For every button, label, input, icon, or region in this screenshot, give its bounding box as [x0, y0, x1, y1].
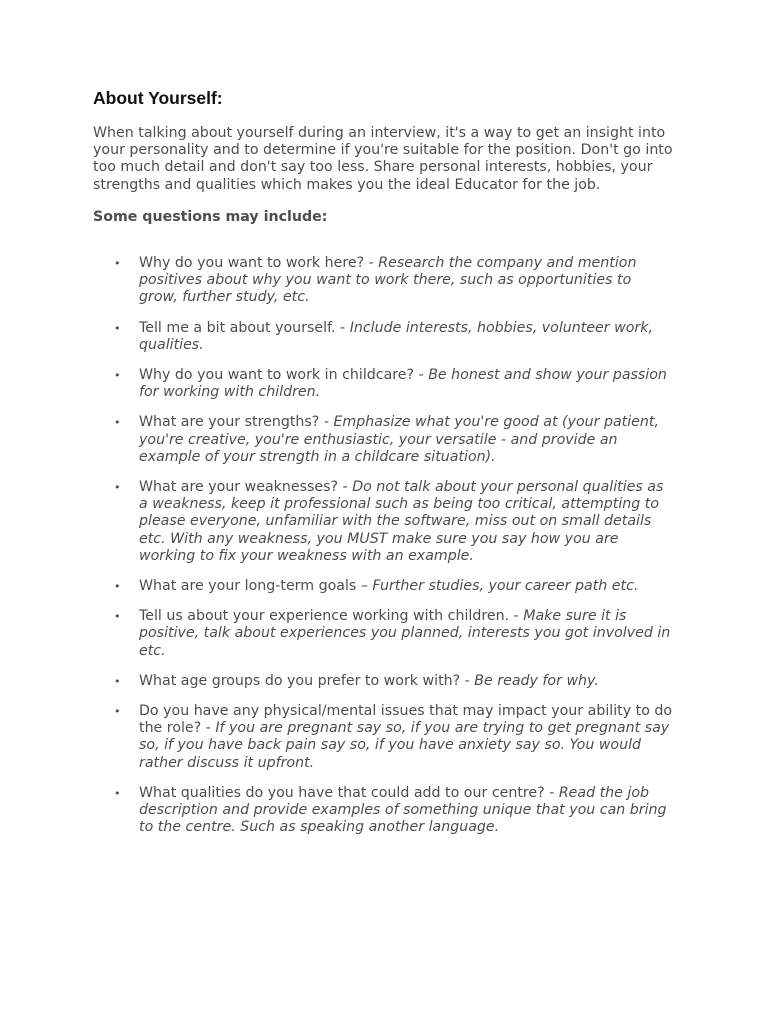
list-item [93, 785, 673, 837]
bullet-icon: • [114, 580, 121, 594]
answer-text: Read the job description and provide examples of something unique that you can bring to the centre. Such as speaking another language. [139, 784, 667, 836]
list-item [93, 479, 673, 565]
question-text: Do you have any physical/mental issues that may impact your ability to do the role? - [139, 703, 673, 737]
question-text: What age groups do you prefer to work with? - [139, 672, 475, 689]
question-text: Why do you want to work here? - [139, 255, 379, 272]
answer-text: Further studies, your career path etc. [372, 578, 639, 595]
document-page [93, 86, 673, 850]
list-item [93, 255, 673, 307]
bullet-icon: • [114, 321, 121, 335]
answer-text: Do not talk about your personal qualities as a weakness, keep it professional such as being too critical, attempting to please everyone, unfamiliar with the software, miss out on small details etc. With any weakness, you MUST make sure you say how you are working to fix your weakness with an example. [139, 479, 664, 564]
question-text: Tell me a bit about yourself. - [139, 319, 350, 336]
answer-text: Be honest and show your passion for working with children. [139, 367, 667, 401]
list-item [93, 608, 673, 660]
questions-subheading: Some questions may include: [93, 208, 328, 225]
questions-list [93, 255, 673, 836]
list-item [93, 703, 673, 772]
bullet-icon: • [114, 705, 121, 719]
intro-paragraph: When talking about yourself during an interview, it's a way to get an insight into your personality and to determine if you're suitable for the position. Don't go into too much detail and don't say too less. Share personal interests, hobbies, your strengths and qualities which makes you the ideal Educator for the job. [93, 125, 673, 193]
bullet-icon: • [114, 257, 121, 271]
bullet-icon: • [114, 674, 121, 688]
question-text: What qualities do you have that could add to our centre? - [139, 784, 559, 801]
question-text: Why do you want to work in childcare? - [139, 367, 429, 384]
list-item [93, 673, 673, 690]
list-item [93, 414, 673, 466]
page-title: About Yourself: [93, 88, 223, 108]
answer-text: If you are pregnant say so, if you are trying to get pregnant say so, if you have back pain say so, if you have anxiety say so. You would rather discuss it upfront. [139, 720, 670, 771]
list-item [93, 367, 673, 401]
answer-text: Make sure it is positive, talk about experiences you planned, interests you got involved in etc. [139, 608, 671, 659]
question-text: What are your weaknesses? - [139, 479, 353, 496]
answer-text: Emphasize what you're good at (your patient, you're creative, you're enthusiastic, your versatile - and provide an example of your strength in a childcare situation). [139, 414, 659, 465]
bullet-icon: • [114, 369, 121, 383]
question-text: What are your strengths? - [139, 414, 334, 431]
list-item [93, 320, 673, 354]
question-text: What are your long-term goals – [139, 578, 373, 595]
bullet-icon: • [114, 481, 121, 495]
bullet-icon: • [114, 416, 121, 430]
list-item [93, 578, 673, 595]
answer-text: Research the company and mention positives about why you want to work there, such as opportunities to grow, further study, etc. [139, 255, 637, 306]
answer-text: Include interests, hobbies, volunteer work, qualities. [139, 319, 653, 353]
bullet-icon: • [114, 786, 121, 800]
bullet-icon: • [114, 610, 121, 624]
question-text: Tell us about your experience working with children. - [139, 608, 524, 625]
answer-text: Be ready for why. [474, 672, 599, 689]
